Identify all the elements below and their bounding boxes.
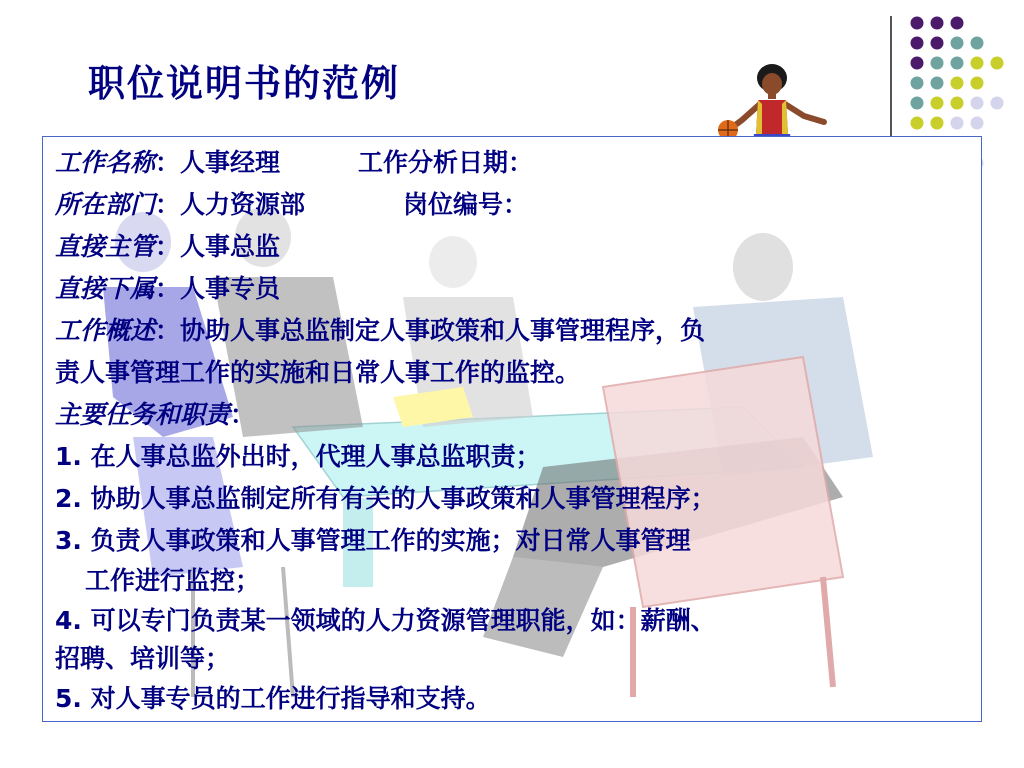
- duty-item-3-continuation: 工作进行监控；: [85, 566, 261, 595]
- job-description-box: [42, 136, 982, 722]
- duty-item-4: 4. 可以专门负责某一领域的人力资源管理职能，如：薪酬、: [55, 606, 716, 635]
- duties-label: 主要任务和职责: [55, 400, 231, 429]
- page-title: 职位说明书的范例: [88, 62, 400, 105]
- duty-item-1: 1. 在人事总监外出时，代理人事总监职责；: [55, 442, 541, 471]
- duty-item-5: 5. 对人事专员的工作进行指导和支持。: [55, 684, 491, 713]
- supervisor-label: 直接主管: [55, 232, 156, 261]
- duties-heading-row: [55, 399, 255, 432]
- duty-item-3: 3. 负责人事政策和人事管理工作的实施；对日常人事管理: [55, 526, 691, 555]
- subordinate-row: [55, 273, 280, 306]
- supervisor-value: ：人事总监: [155, 232, 281, 261]
- department-value: ：人力资源部: [155, 190, 306, 219]
- job-name-value: ：人事经理: [155, 148, 281, 177]
- overview-continuation: [55, 357, 580, 390]
- job-name-row: [55, 147, 533, 180]
- supervisor-row: [55, 231, 280, 264]
- job-description-text: [43, 137, 981, 721]
- overview-row: [55, 315, 705, 348]
- overview-text-line1: ：协助人事总监制定人事政策和人事管理程序，负: [155, 316, 706, 345]
- subordinate-value: ：人事专员: [155, 274, 281, 303]
- duty-item-4-continuation: 招聘、培训等；: [55, 644, 231, 673]
- position-no-label: 岗位编号：: [403, 190, 529, 219]
- job-name-label: 工作名称: [55, 148, 156, 177]
- department-row: [55, 189, 528, 222]
- overview-text-line2: 责人事管理工作的实施和日常人事工作的监控。: [55, 358, 581, 387]
- analysis-date-label: 工作分析日期：: [358, 148, 534, 177]
- duty-item-2: 2. 协助人事总监制定所有有关的人事政策和人事管理程序；: [55, 484, 716, 513]
- subordinate-label: 直接下属: [55, 274, 156, 303]
- overview-label: 工作概述: [55, 316, 156, 345]
- department-label: 所在部门: [55, 190, 156, 219]
- duties-colon: ：: [230, 400, 256, 429]
